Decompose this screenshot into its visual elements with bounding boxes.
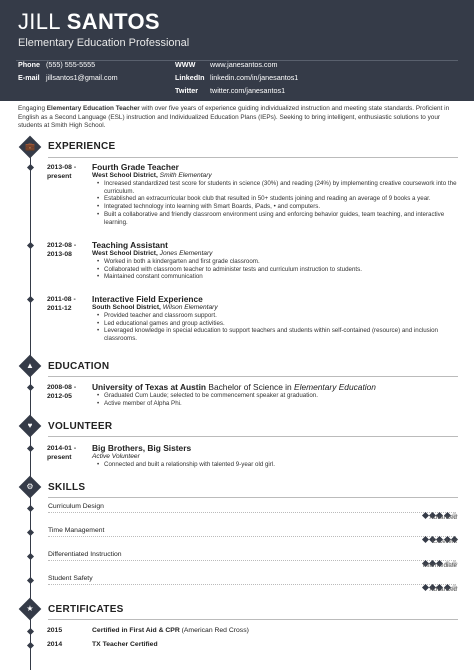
timeline-dot bbox=[27, 445, 34, 452]
school-name: University of Texas at Austin bbox=[92, 382, 207, 392]
certificate-year: 2015 bbox=[47, 627, 63, 634]
skill-rating bbox=[421, 529, 457, 537]
section-title-skills: SKILLS bbox=[48, 482, 86, 493]
section-rule bbox=[48, 619, 458, 620]
twitter-label: Twitter bbox=[175, 86, 199, 95]
experience-date bbox=[47, 163, 76, 181]
timeline-dot bbox=[27, 642, 34, 649]
skill-rating bbox=[421, 505, 457, 513]
certificate-item bbox=[92, 641, 158, 648]
list-item: • Integrated technology into learning with Smart Boards, iPads, • and computers. bbox=[104, 203, 458, 211]
last-name: SANTOS bbox=[66, 9, 160, 34]
date-start: 2012-08 - bbox=[47, 242, 77, 249]
resume-header bbox=[0, 0, 474, 101]
section-rule bbox=[48, 376, 458, 377]
skill-level: Advanced bbox=[429, 514, 457, 521]
skill-level: Excellent bbox=[431, 538, 457, 545]
skill-divider bbox=[48, 584, 456, 585]
phone-label: Phone bbox=[18, 60, 40, 69]
section-title-experience: EXPERIENCE bbox=[48, 141, 116, 152]
section-rule bbox=[48, 157, 458, 158]
date-end: 2013-08 bbox=[47, 251, 72, 258]
twitter-value[interactable]: twitter.com/janesantos1 bbox=[210, 86, 286, 95]
timeline-line bbox=[30, 142, 31, 670]
experience-entry bbox=[92, 294, 458, 343]
contact-twitter bbox=[175, 86, 285, 95]
summary-bold: Elementary Education Teacher bbox=[46, 105, 140, 112]
date-end: 2012-05 bbox=[47, 393, 72, 400]
job-title: Interactive Field Experience bbox=[92, 294, 203, 304]
list-item: • Provided teacher and classroom support. bbox=[104, 312, 458, 320]
job-school: Smith Elementary bbox=[159, 172, 212, 179]
list-item: • Led educational games and group activities. bbox=[104, 320, 458, 328]
date-start: 2011-08 - bbox=[47, 296, 76, 303]
certificate-item bbox=[92, 627, 249, 634]
gear-icon: ⚙ bbox=[19, 476, 42, 499]
skill-name: Time Management bbox=[48, 527, 105, 534]
job-title: Teaching Assistant bbox=[92, 240, 168, 250]
education-entry bbox=[92, 382, 458, 407]
contact-www bbox=[175, 60, 278, 69]
volunteer-bullets bbox=[92, 461, 458, 469]
timeline-dot bbox=[27, 577, 34, 584]
summary-paragraph bbox=[18, 105, 458, 131]
timeline-dot bbox=[27, 628, 34, 635]
list-item: • Active member of Alpha Phi. bbox=[104, 400, 458, 408]
experience-date bbox=[47, 241, 76, 259]
timeline-dot bbox=[27, 164, 34, 171]
volunteer-role: Active Volunteer bbox=[92, 453, 140, 460]
experience-date bbox=[47, 295, 76, 313]
skill-divider bbox=[48, 512, 456, 513]
job-org bbox=[92, 304, 458, 312]
skill-rating bbox=[421, 553, 457, 561]
volunteer-entry bbox=[92, 443, 458, 469]
summary-text-1: Engaging bbox=[18, 105, 47, 112]
list-item: • Collaborated with classroom teacher to administer tests and curriculum instruction to students. bbox=[104, 266, 458, 274]
timeline-dot bbox=[27, 505, 34, 512]
list-item: • Maintained constant communication bbox=[104, 273, 458, 281]
job-bullets bbox=[92, 180, 458, 226]
timeline-dot bbox=[27, 553, 34, 560]
linkedin-label: LinkedIn bbox=[175, 73, 205, 82]
certificate-name: Certified in First Aid & CPR bbox=[92, 627, 180, 634]
www-value[interactable]: www.janesantos.com bbox=[210, 60, 278, 69]
list-item: • Connected and built a relationship with talented 9-year old girl. bbox=[104, 461, 458, 469]
date-end: 2011-12 bbox=[47, 305, 72, 312]
rating-filled-icon bbox=[422, 512, 429, 519]
job-bullets bbox=[92, 312, 458, 343]
timeline-dot bbox=[27, 296, 34, 303]
skill-name: Curriculum Design bbox=[48, 503, 104, 510]
job-org bbox=[92, 250, 458, 258]
experience-entry bbox=[92, 162, 458, 226]
timeline-dot bbox=[27, 529, 34, 536]
section-title-volunteer: VOLUNTEER bbox=[48, 421, 113, 432]
degree-line bbox=[92, 382, 458, 392]
contact-phone bbox=[18, 60, 95, 69]
rating-filled-icon bbox=[422, 536, 429, 543]
skill-name: Student Safety bbox=[48, 575, 93, 582]
section-title-education: EDUCATION bbox=[48, 361, 110, 372]
list-item: • Leveraged knowledge in special education to support teachers and students within self-contained (resource) and inclusion classrooms. bbox=[104, 327, 458, 342]
skill-name: Differentiated Instruction bbox=[48, 551, 122, 558]
list-item: • Worked in both a kindergarten and first grade classroom. bbox=[104, 258, 458, 266]
email-value[interactable]: jillsantos1@gmail.com bbox=[46, 73, 118, 82]
volunteer-org: Big Brothers, Big Sisters bbox=[92, 443, 192, 453]
list-item: • Increased standardized test score for students in science (30%) and reading (24%) by implementing creative coursework into the curriculum. bbox=[104, 180, 458, 195]
heart-icon: ♥ bbox=[19, 415, 42, 438]
www-label: WWW bbox=[175, 60, 196, 69]
first-name: JILL bbox=[18, 9, 61, 34]
education-date bbox=[47, 383, 76, 401]
professional-title: Elementary Education Professional bbox=[18, 37, 190, 49]
section-rule bbox=[48, 436, 458, 437]
section-rule bbox=[48, 497, 458, 498]
phone-value: (555) 555-5555 bbox=[46, 60, 96, 69]
job-school: Wilson Elementary bbox=[162, 304, 218, 311]
award-icon: ★ bbox=[19, 598, 42, 621]
job-school: Jones Elementary bbox=[159, 250, 213, 257]
briefcase-icon: 💼 bbox=[19, 136, 42, 159]
timeline-dot bbox=[27, 242, 34, 249]
email-label: E-mail bbox=[18, 73, 40, 82]
contact-email bbox=[18, 73, 118, 82]
graduation-cap-icon: ▲ bbox=[19, 355, 42, 378]
job-district: South School District, bbox=[92, 304, 161, 311]
list-item: • Graduated Cum Laude; selected to be commencement speaker at graduation. bbox=[104, 392, 458, 400]
volunteer-date bbox=[47, 444, 76, 462]
education-bullets bbox=[92, 392, 458, 407]
job-title: Fourth Grade Teacher bbox=[92, 162, 179, 172]
rating-filled-icon bbox=[422, 584, 429, 591]
contact-linkedin bbox=[175, 73, 298, 82]
section-title-certificates: CERTIFICATES bbox=[48, 604, 124, 615]
experience-entry bbox=[92, 240, 458, 281]
summary-text-2: with over five years of experience guiding individualized instruction and meeting state standards. Proficient in English as a Second Language (ESL) instruction and Individualized Education Plans (IEPs). Seeking to bring intelligent, enthusiastic solutions to your students at Smith High School. bbox=[18, 105, 450, 129]
job-district: West School District, bbox=[92, 172, 158, 179]
degree-name: Bachelor of Science in bbox=[206, 382, 295, 392]
candidate-name bbox=[18, 9, 160, 35]
job-org bbox=[92, 172, 458, 180]
degree-field: Elementary Education bbox=[294, 382, 376, 392]
date-start: 2013-08 - bbox=[47, 164, 77, 171]
certificate-year: 2014 bbox=[47, 641, 63, 648]
job-bullets bbox=[92, 258, 458, 281]
date-end: present bbox=[47, 173, 72, 180]
list-item: • Built a collaborative and friendly classroom environment using and enforcing behavior guides, team teaching, and interactive learning. bbox=[104, 211, 458, 226]
certificate-issuer: (American Red Cross) bbox=[179, 627, 249, 634]
skill-divider bbox=[48, 536, 456, 537]
date-start: 2014-01 - bbox=[47, 445, 77, 452]
date-start: 2008-08 - bbox=[47, 384, 77, 391]
linkedin-value[interactable]: linkedin.com/in/janesantos1 bbox=[210, 73, 299, 82]
skill-level: Advanced bbox=[429, 586, 457, 593]
date-end: present bbox=[47, 454, 72, 461]
list-item: • Established an extracurricular book club that resulted in 50+ students joining and reading an average of 9 books a year. bbox=[104, 195, 458, 203]
skill-rating bbox=[421, 577, 457, 585]
skill-level: Intermediate bbox=[422, 562, 457, 569]
job-district: West School District, bbox=[92, 250, 158, 257]
skill-divider bbox=[48, 560, 456, 561]
timeline-dot bbox=[27, 384, 34, 391]
certificate-name: TX Teacher Certified bbox=[92, 641, 158, 648]
